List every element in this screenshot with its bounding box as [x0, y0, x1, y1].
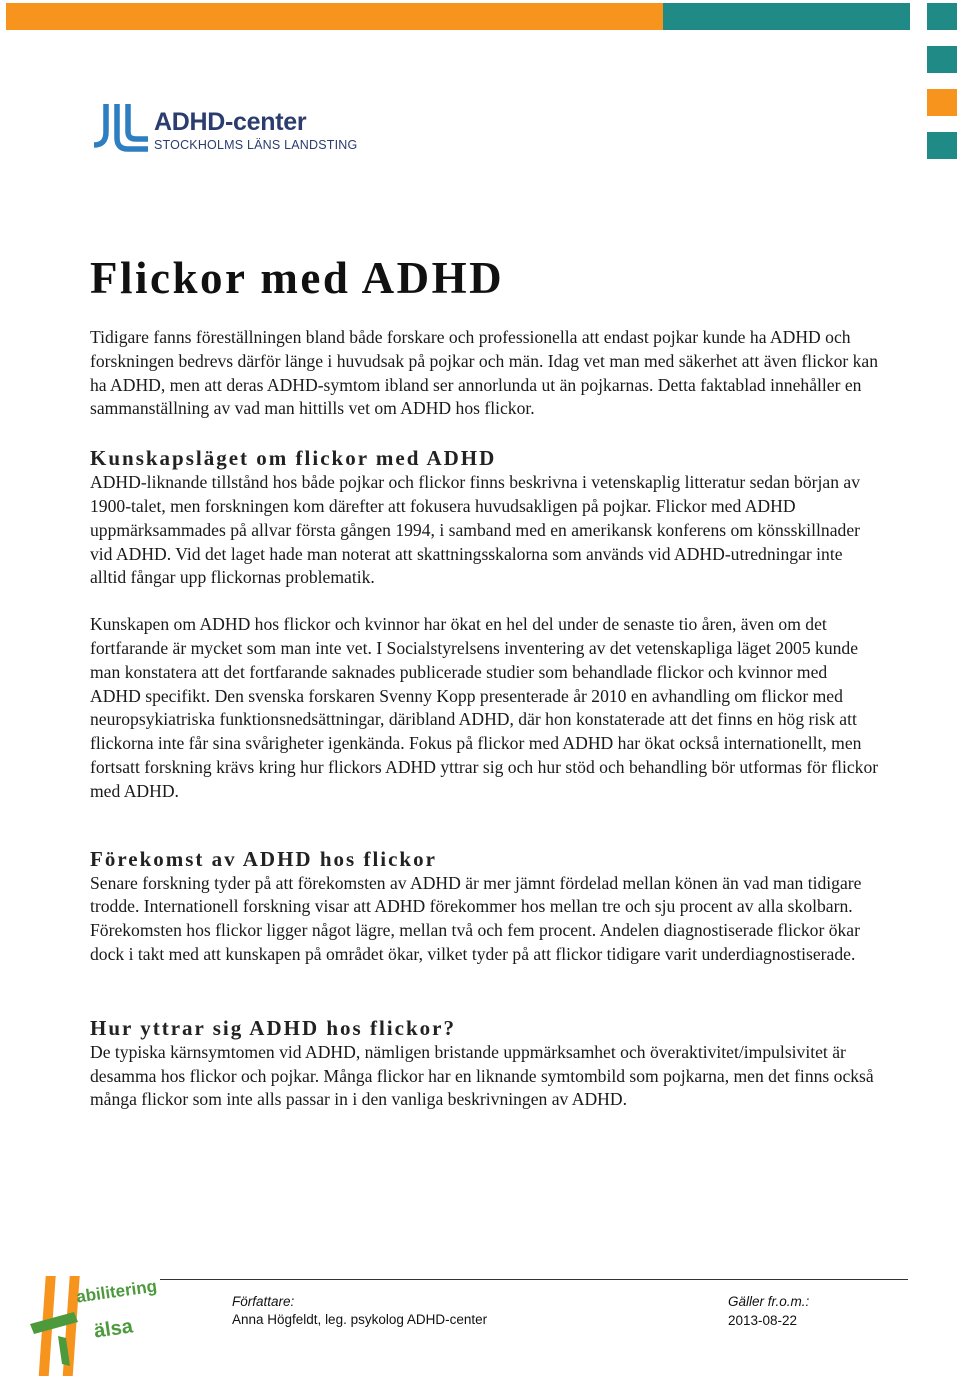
author-name: Anna Högfeldt, leg. psykolog ADHD-center — [232, 1312, 488, 1327]
section-heading-prevalence: Förekomst av ADHD hos flickor — [90, 846, 437, 871]
knowledge-paragraph-1: ADHD-liknande tillstånd hos både pojkar och flickor finns beskrivna i vetenskaplig litteratur sedan början av 1900-talet, men forskningen kom därefter att fokusera huvudsakligen på pojkar. Flickor med ADHD uppmärksammades på allvar första gången 1994, i samband med en amerikansk konferens om könsskillnader vid ADHD. Vid det laget hade man noterat att skattningsskalorna som används vid ADHD-utredningar inte alltid fångar upp flickornas problematik. — [90, 472, 861, 588]
footer-divider — [160, 1279, 908, 1280]
side-square-4 — [927, 132, 957, 159]
logo-subtitle: STOCKHOLMS LÄNS LANDSTING — [154, 138, 358, 152]
side-square-3 — [927, 89, 957, 116]
adhd-center-logo — [90, 102, 358, 157]
header-bar-orange — [6, 3, 663, 30]
header-bar-teal — [663, 3, 910, 30]
logo-mark-icon — [90, 102, 150, 152]
page-title: Flickor med ADHD — [90, 253, 505, 303]
document-body — [90, 250, 880, 1112]
valid-from-label: Gäller fr.o.m.: — [728, 1294, 810, 1309]
valid-from-date: 2013-08-22 — [728, 1313, 798, 1328]
knowledge-paragraph-2: Kunskapen om ADHD hos flickor och kvinnor har ökat en hel del under de senaste tio åren, även om det fortfarande är mycket som man inte vet. I Socialstyrelsens inventering av det vetenskapliga läget 2005 kunde man konstatera att det fortfarande saknades publicerade studier som behandlade flickor och kvinnor med ADHD specifikt. Den svenska forskaren Svenny Kopp presenterade år 2010 en avhandling om flickor med neuropsykiatriska funktionsnedsättningar, däribland ADHD, där hon konstaterade att det finns en hög risk att flickorna inte får sina svårigheter igenkända. Fokus på flickor med ADHD har ökat också internationellt, men fortsatt forskning krävs kring hur flickors ADHD yttrar sig och hur stöd och behandling bör utformas för flickor med ADHD. — [90, 614, 879, 801]
prevalence-paragraph: Senare forskning tyder på att förekomsten av ADHD är mer jämnt fördelad mellan könen än vad man tidigare trodde. Internationell forskning visar att ADHD förekommer hos mellan tre och sju procent av alla skolbarn. Förekomsten hos flickor ligger något lägre, mellan två och fem procent. Andelen diagnostiserade flickor ökar dock i takt med att kunskapen på området ökar, vilket tyder på att flickor tidigare varit underdiagnostiserade. — [90, 872, 862, 964]
author-label: Författare: — [232, 1294, 295, 1309]
logo-text-halsa: älsa — [92, 1315, 135, 1343]
intro-paragraph: Tidigare fanns föreställningen bland både forskare och professionella att endast pojkar kunde ha ADHD och forskningen bedrevs därför länge i huvudsak på pojkar och män. Idag vet man med säkerhet att även flickor kan ha ADHD, men att deras ADHD-symtom ibland ser annorlunda ut än pojkarnas. Detta faktablad innehåller en sammanställning av vad man hittills vet om ADHD hos flickor. — [90, 327, 879, 419]
logo-text-habilitering: abilitering — [75, 1276, 159, 1307]
logo-title: ADHD-center — [154, 108, 307, 136]
section-heading-symptoms: Hur yttrar sig ADHD hos flickor? — [90, 1015, 456, 1040]
side-square-1 — [927, 3, 957, 30]
side-square-2 — [927, 46, 957, 73]
habilitering-halsa-logo — [28, 1272, 163, 1380]
symptoms-paragraph: De typiska kärnsymtomen vid ADHD, nämligen bristande uppmärksamhet och överaktivitet/impulsivitet är desamma hos flickor och pojkar. Många flickor har en liknande symtombild som pojkarna, men det finns också många flickor som inte alls passar in i den vanliga beskrivningen av ADHD. — [90, 1041, 874, 1110]
section-heading-knowledge: Kunskapsläget om flickor med ADHD — [90, 446, 497, 471]
